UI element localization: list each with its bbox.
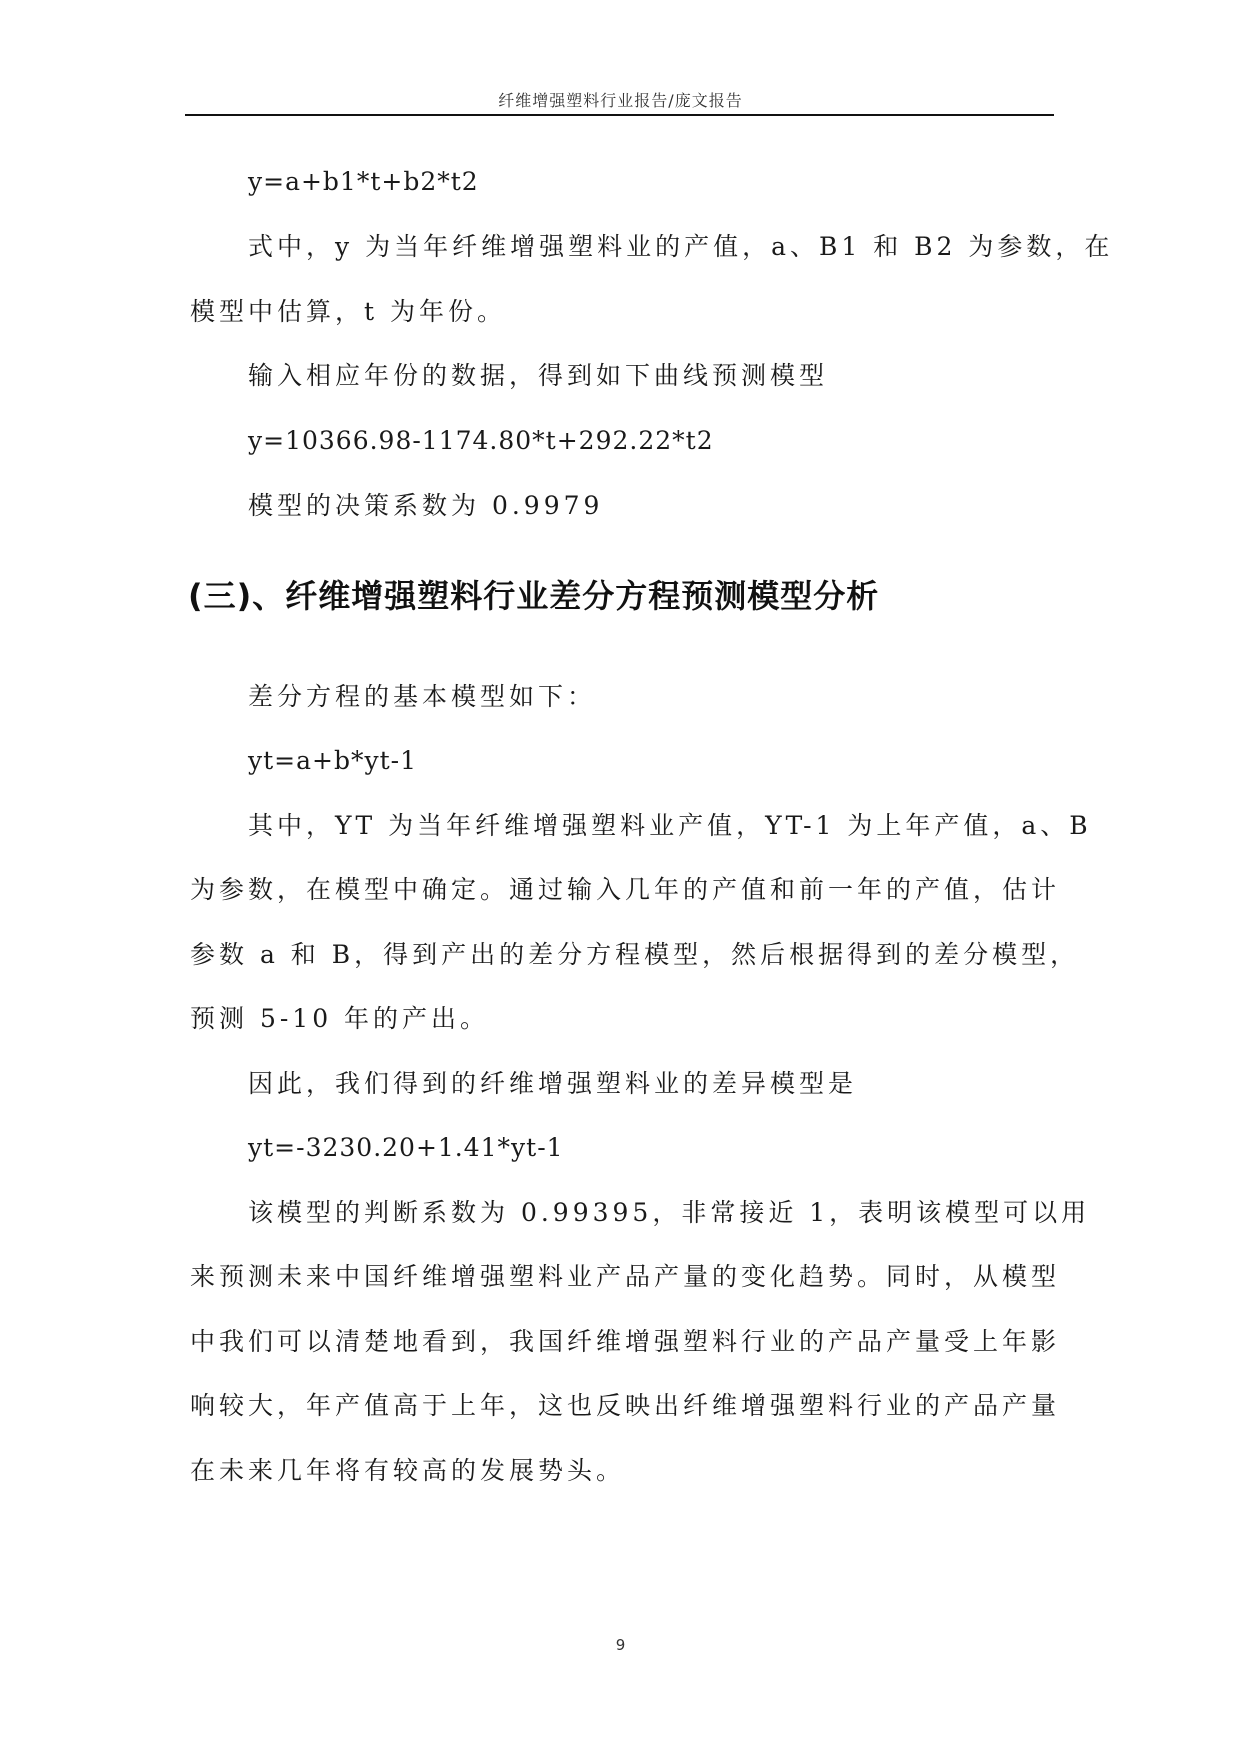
paragraph-2-line-3: 中我们可以清楚地看到，我国纤维增强塑料行业的产品产量受上年影 [190,1327,1061,1356]
result-intro-line: 因此，我们得到的纤维增强塑料业的差异模型是 [248,1069,858,1098]
paragraph-2-line-2: 来预测未来中国纤维增强塑料业产品产量的变化趋势。同时，从模型 [190,1262,1061,1291]
header-title: 纤维增强塑料行业报告/庞文报告 [498,91,743,110]
formula-general: y=a+b1*t+b2*t2 [248,167,479,196]
coefficient-line: 模型的决策系数为 0.9979 [248,491,604,520]
intro-line: 差分方程的基本模型如下： [248,682,597,711]
section-heading: (三)、纤维增强塑料行业差分方程预测模型分析 [188,577,880,615]
paragraph-2-line-1: 该模型的判断系数为 0.99395，非常接近 1，表明该模型可以用 [248,1198,1091,1227]
paragraph-2-line-5: 在未来几年将有较高的发展势头。 [190,1456,626,1485]
header-divider [185,114,1054,116]
paragraph-2-line-4: 响较大，年产值高于上年，这也反映出纤维增强塑料行业的产品产量 [190,1391,1061,1420]
paragraph-1-line-2: 为参数，在模型中确定。通过输入几年的产值和前一年的产值，估计 [190,875,1061,904]
paragraph-1-line-3: 参数 a 和 B，得到产出的差分方程模型，然后根据得到的差分模型， [190,940,1080,969]
formula-basic: yt=a+b*yt-1 [248,746,417,775]
explain-line-1: 式中，y 为当年纤维增强塑料业的产值，a、B1 和 B2 为参数，在 [248,232,1114,261]
page-number: 9 [615,1636,626,1654]
explain-line-2: 模型中估算，t 为年份。 [190,297,506,326]
formula-result: yt=-3230.20+1.41*yt-1 [248,1133,564,1162]
formula-fitted: y=10366.98-1174.80*t+292.22*t2 [248,426,714,455]
paragraph-1-line-4: 预测 5-10 年的产出。 [190,1004,490,1033]
input-line: 输入相应年份的数据，得到如下曲线预测模型 [248,361,829,390]
paragraph-1-line-1: 其中，YT 为当年纤维增强塑料业产值，YT-1 为上年产值，a、B [248,811,1092,840]
